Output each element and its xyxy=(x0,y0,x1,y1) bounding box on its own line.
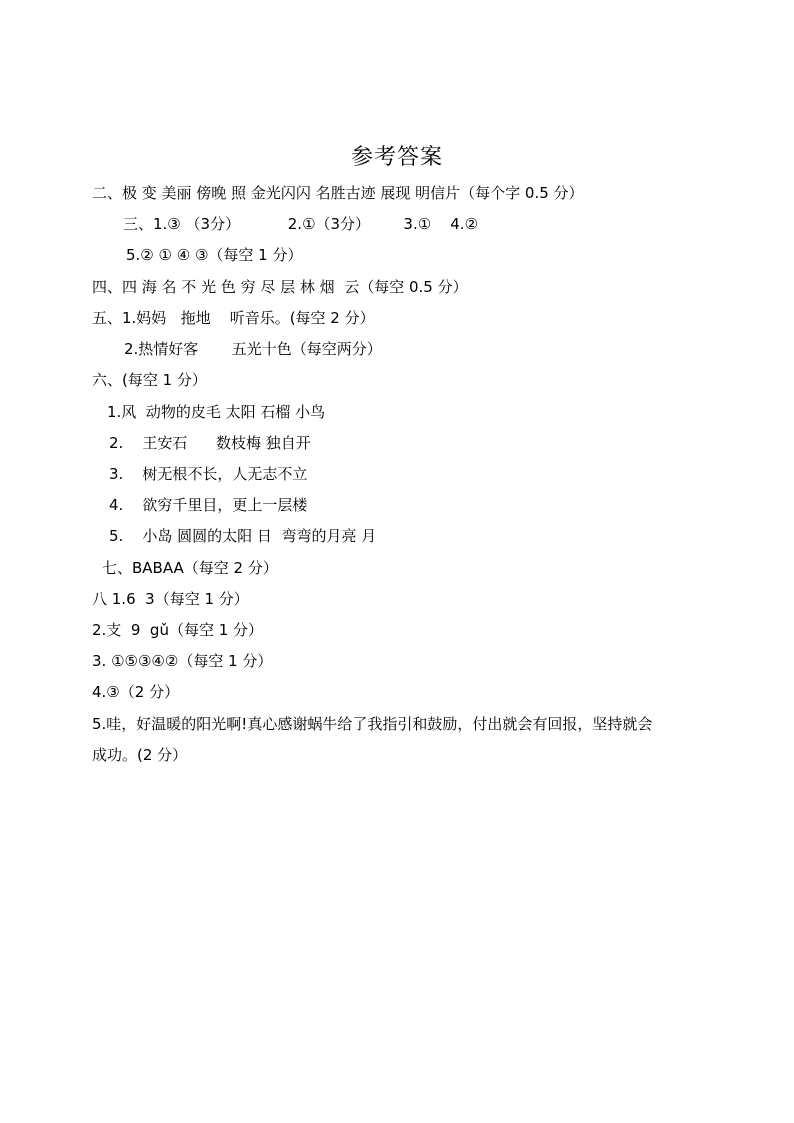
answer-line-section-8-item-5-cont: 成功。(2 分） xyxy=(92,746,188,764)
page-title: 参考答案 xyxy=(350,145,443,170)
answer-line-section-5-item-2: 2.热情好客 五光十色（每空两分） xyxy=(124,340,382,358)
answer-line-section-3: 三、1.③ （3分） 2.①（3分） 3.① 4.② xyxy=(123,215,479,233)
answer-line-section-5: 五、1.妈妈 拖地 听音乐。(每空 2 分） xyxy=(92,309,375,327)
answer-line-section-6-item-5: 5. 小岛 圆圆的太阳 日 弯弯的月亮 月 xyxy=(109,527,377,545)
answer-line-section-8-item-3: 3. ①⑤③④②（每空 1 分） xyxy=(92,652,273,670)
answer-line-section-8-item-4: 4.③（2 分） xyxy=(92,683,180,701)
answer-line-section-6: 六、(每空 1 分） xyxy=(92,371,207,389)
answer-line-section-6-item-2: 2. 王安石 数枝梅 独自开 xyxy=(109,434,311,452)
answer-line-section-8: 八 1.6 3（每空 1 分） xyxy=(92,590,249,608)
answer-line-section-4: 四、四 海 名 不 光 色 穷 尽 层 林 烟 云（每空 0.5 分） xyxy=(92,278,468,296)
answer-line-section-6-item-3: 3. 树无根不长，人无志不立 xyxy=(109,465,308,483)
answer-line-section-6-item-1: 1.风 动物的皮毛 太阳 石榴 小鸟 xyxy=(107,403,326,421)
answer-line-section-6-item-4: 4. 欲穷千里目，更上一层楼 xyxy=(109,496,308,514)
answer-line-section-8-item-2: 2.支 9 gǔ（每空 1 分） xyxy=(92,621,264,639)
answer-line-section-2: 二、极 变 美丽 傍晚 照 金光闪闪 名胜古迹 展现 明信片（每个字 0.5 分） xyxy=(92,184,584,202)
answer-line-section-7: 七、BABAA（每空 2 分） xyxy=(102,559,278,577)
answer-line-section-8-item-5: 5.哇，好温暖的阳光啊!真心感谢蜗牛给了我指引和鼓励，付出就会有回报，坚持就会 xyxy=(92,715,653,733)
answer-line-section-3-item-5: 5.② ① ④ ③（每空 1 分） xyxy=(126,246,303,264)
